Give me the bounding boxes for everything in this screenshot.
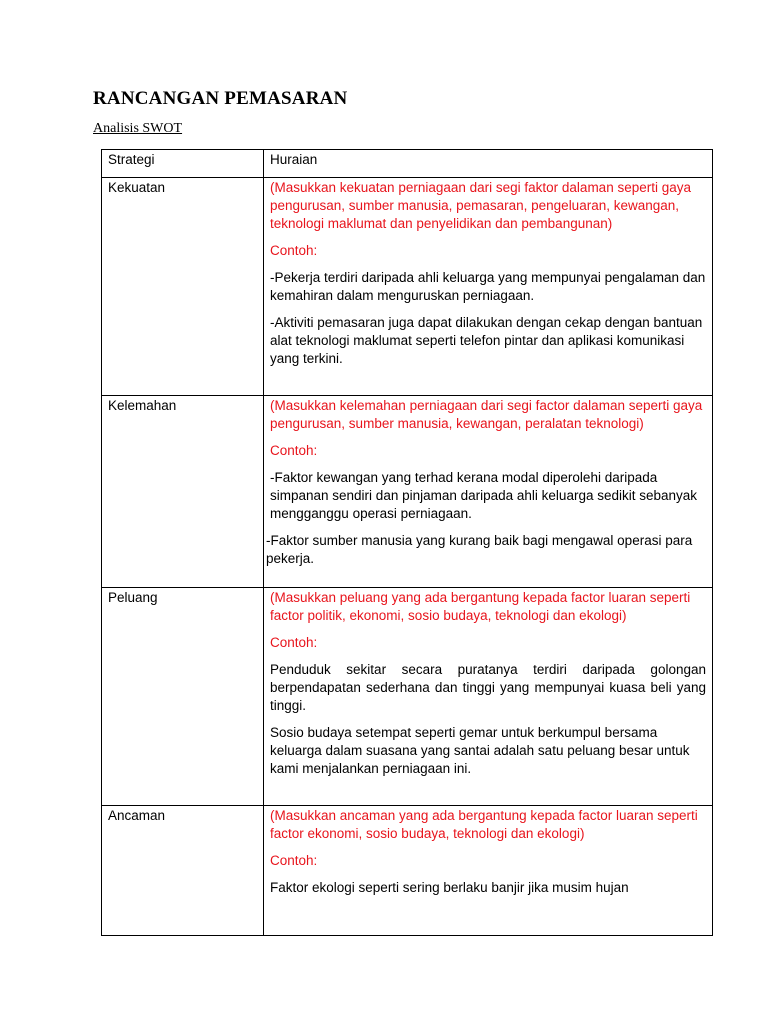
description-cell-opportunity (264, 588, 713, 806)
table-row-strength (102, 178, 713, 396)
table-header-row (102, 150, 713, 178)
example-point: Sosio budaya setempat seperti gemar untuk berkumpul bersama keluarga dalam suasana yang santai adalah satu peluang besar untuk kami menjalankan perniagaan ini. (270, 725, 690, 776)
instruction-text: (Masukkan kekuatan perniagaan dari segi faktor dalaman seperti gaya pengurusan, sumber manusia, pemasaran, pengeluaran, kewangan, teknologi maklumat dan penyelidikan dan pembangunan) (270, 180, 691, 231)
example-point: -Pekerja terdiri daripada ahli keluarga yang mempunyai pengalaman dan kemahiran dalam menguruskan perniagaan. (270, 270, 706, 303)
table-row-threat (102, 806, 713, 936)
instruction-text: (Masukkan kelemahan perniagaan dari segi factor dalaman seperti gaya pengurusan, sumber manusia, kewangan, peralatan teknologi) (270, 398, 703, 431)
strategy-cell-strength: Kekuatan (102, 178, 264, 396)
instruction-text: (Masukkan ancaman yang ada bergantung kepada factor luaran seperti factor ekonomi, sosio budaya, teknologi dan ekologi) (270, 808, 698, 841)
strategy-cell-weakness: Kelemahan (102, 396, 264, 588)
header-description: Huraian (264, 150, 713, 178)
document-subtitle: Analisis SWOT (93, 121, 183, 136)
description-cell-weakness (264, 396, 713, 588)
example-point: -Faktor sumber manusia yang kurang baik bagi mengawal operasi para pekerja. (266, 533, 693, 566)
strategy-cell-opportunity: Peluang (102, 588, 264, 806)
document-title: RANCANGAN PEMASARAN (93, 88, 348, 109)
example-label: Contoh: (270, 853, 318, 868)
description-cell-strength (264, 178, 713, 396)
strategy-cell-threat: Ancaman (102, 806, 264, 936)
example-label: Contoh: (270, 635, 318, 650)
swot-table (101, 149, 713, 936)
table-row-weakness (102, 396, 713, 588)
header-strategy: Strategi (102, 150, 264, 178)
example-point: Faktor ekologi seperti sering berlaku banjir jika musim hujan (270, 880, 629, 895)
example-point: -Faktor kewangan yang terhad kerana modal diperolehi daripada simpanan sendiri dan pinjaman daripada ahli keluarga sedikit sebanyak mengganggu operasi perniagaan. (270, 470, 698, 521)
table-row-opportunity (102, 588, 713, 806)
description-cell-threat (264, 806, 713, 936)
example-point: -Aktiviti pemasaran juga dapat dilakukan dengan cekap dengan bantuan alat teknologi maklumat seperti telefon pintar dan aplikasi komunikasi yang terkini. (270, 315, 703, 366)
example-label: Contoh: (270, 443, 318, 458)
example-label: Contoh: (270, 243, 318, 258)
example-point: Penduduk sekitar secara puratanya terdiri daripada golongan berpendapatan sederhana dan tinggi yang mempunyai kuasa beli yang tinggi. (270, 662, 706, 713)
instruction-text: (Masukkan peluang yang ada bergantung kepada factor luaran seperti factor politik, ekonomi, sosio budaya, teknologi dan ekologi) (270, 590, 691, 623)
